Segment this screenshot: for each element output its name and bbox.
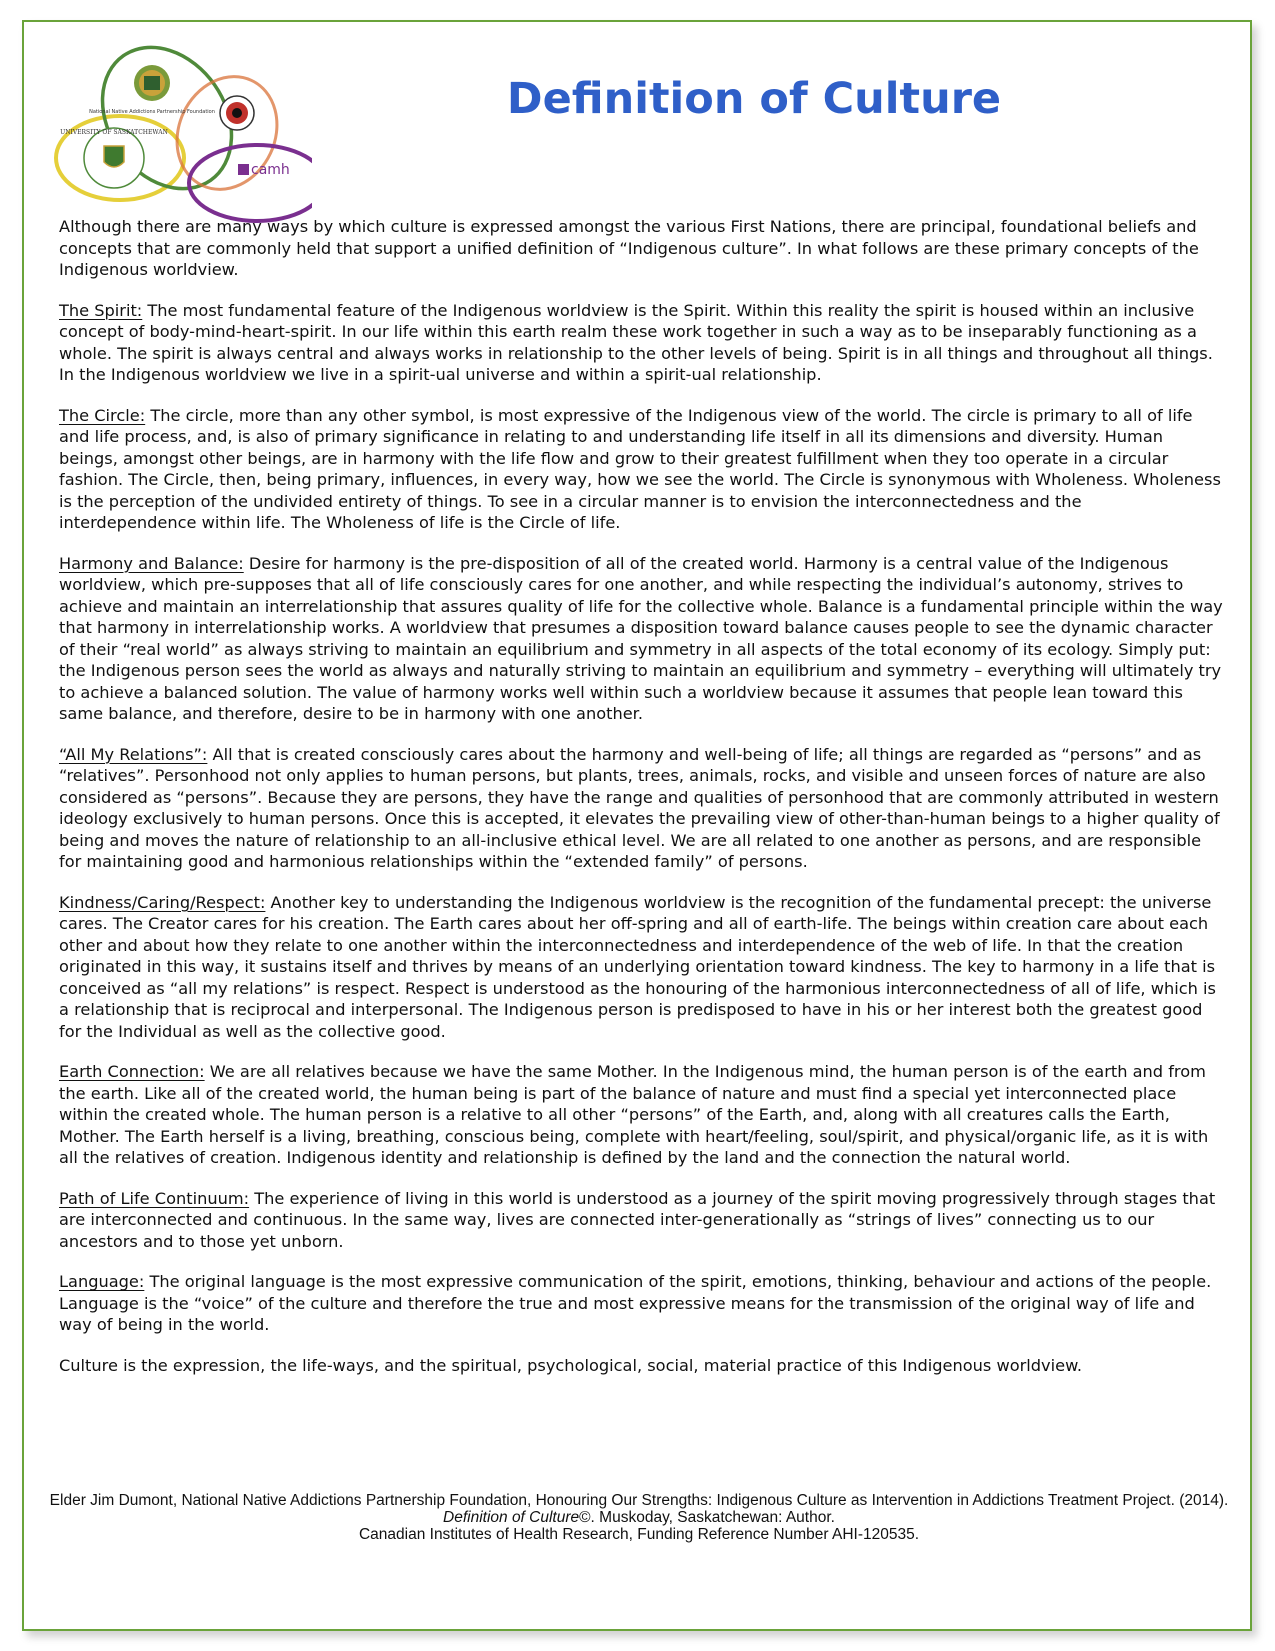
section-circle (59, 405, 1224, 534)
section-text: We are all relatives because we have the same Mother. In the Indigenous mind, the human person is of the earth and from the earth. Like all of the created world, the human being is part of the balance of nature and must find a special yet interconnected place within the created whole. The human person is a relative to all other “persons” of the Earth, and, along with all creatures calls the Earth, Mother. The Earth herself is a living, breathing, conscious being, complete with heart/feeling, soul/spirit, and physical/organic life, as it is with all the relatives of creation. Indigenous identity and relationship is defined by the land and the connection the natural world. (59, 1062, 1209, 1167)
section-term: Harmony and Balance: (59, 553, 244, 573)
section-kindness-caring-respect (59, 892, 1224, 1043)
camh-label: camh (251, 162, 290, 178)
section-text: Another key to understanding the Indigenous worldview is the recognition of the fundamental precept: the universe cares. The Creator cares for his creation. The Earth cares about her off-spring and all of earth-life. The beings within creation care about each other and about how they relate to one another within the interconnectedness and interdependence of the web of life. In that the creation originated in this way, it sustains itself and thrives by means of an underlying orientation toward kindness. The key to harmony in a life that is conceived as “all my relations” is respect. Respect is understood as the honouring of the harmonious interconnectedness of all of life, which is a relationship that is reciprocal and interpersonal. The Indigenous person is predisposed to have in his or her interest both the greatest good for the Individual as well as the collective good. (59, 892, 1216, 1041)
section-text: The original language is the most expressive communication of the spirit, emotions, thinking, behaviour and actions of the people. Language is the “voice” of the culture and therefore the true and most expressive means for the transmission of the original way of life and way of being in the world. (59, 1272, 1212, 1334)
document-body (59, 216, 1224, 1395)
section-earth-connection (59, 1061, 1224, 1169)
section-text: Desire for harmony is the pre-disposition of all of the created world. Harmony is a central value of the Indigenous worldview, which pre-supposes that all of life consciously cares for one another, and while respecting the individual’s autonomy, strives to achieve and maintain an interrelationship that assures quality of life for the collective whole. Balance is a fundamental principle within the way that harmony in interrelationship works. A worldview that presumes a disposition toward balance causes people to see the dynamic character of their “real world” as always striving to maintain an equilibrium and symmetry in all aspects of the total economy of its ecology. Simply put: the Indigenous person sees the world as always and naturally striving to maintain an equilibrium and symmetry – everything will ultimately try to achieve a balanced solution. The value of harmony works well within such a worldview because it assumes that people lean toward this same balance, and therefore, desire to be in harmony with one another. (59, 553, 1223, 723)
citation-title: Definition of Culture (443, 1509, 580, 1526)
section-term: Kindness/Caring/Respect: (59, 892, 266, 912)
section-term: Path of Life Continuum: (59, 1188, 250, 1208)
section-spirit (59, 300, 1224, 386)
section-term: Earth Connection: (59, 1062, 205, 1081)
nnapf-label: National Native Addictions Partnership Foundation (89, 109, 215, 115)
page-title: Definition of Culture (506, 74, 1002, 124)
section-language (59, 1271, 1224, 1336)
citation-line-1: Elder Jim Dumont, National Native Addictions Partnership Foundation, Honouring Our Strengths: Indigenous Culture as Intervention in Addictions Treatment Project. (2014). Definition of Culture©. Muskoday, Saskatchewan: Author. (49, 1492, 1229, 1526)
section-term: The Circle: (59, 405, 146, 425)
section-all-my-relations (59, 744, 1224, 873)
section-path-of-life (59, 1188, 1224, 1253)
section-text: The circle, more than any other symbol, is most expressive of the Indigenous view of the world. The circle is primary to all of life and life process, and, is also of primary significance in relating to and understanding life itself in all its dimensions and diversity. Human beings, amongst other beings, are in harmony with the life flow and grow to their greatest fulfillment when they too operate in a circular fashion. The Circle, then, being primary, influences, in every way, how we see the world. The Circle is synonymous with Wholeness. Wholeness is the perception of the undivided entirety of things. To see in a circular manner is to envision the interconnectedness and the interdependence within life. The Wholeness of life is the Circle of life. (59, 405, 1221, 532)
section-term: Language: (59, 1272, 145, 1291)
page-frame (22, 20, 1252, 1631)
intro-paragraph: Although there are many ways by which culture is expressed amongst the various First Nations, there are principal, foundational beliefs and concepts that are commonly held that support a unified definition of “Indigenous culture”. In what follows are these primary concepts of the Indigenous worldview. (59, 217, 1199, 279)
orange-ring (159, 60, 295, 206)
section-text: The most fundamental feature of the Indigenous worldview is the Spirit. Within this reality the spirit is housed within an inclusive concept of body-mind-heart-spirit. In our life within this earth realm these work together in such a way as to be inseparably functioning as a whole. The spirit is always central and always works in relationship to the other levels of being. Spirit is in all things and throughout all things. In the Indigenous worldview we live in a spirit-ual universe and within a spirit-ual relationship. (59, 300, 1213, 384)
partner-logos (52, 38, 312, 228)
medallion-emblem (220, 96, 254, 130)
citation-footer (24, 1492, 1254, 1543)
citation-line-2: Canadian Institutes of Health Research, Funding Reference Number AHI-120535. (358, 1526, 920, 1543)
section-term: “All My Relations”: (59, 744, 208, 764)
uofs-label: UNIVERSITY OF SASKATCHEWAN (60, 129, 168, 136)
section-harmony-balance (59, 553, 1224, 725)
section-text: The experience of living in this world is understood as a journey of the spirit moving progressively through stages that are interconnected and continuous. In the same way, lives are connected inter-generationally as “strings of lives” connecting us to our ancestors and to those yet unborn. (59, 1188, 1216, 1251)
section-text: All that is created consciously cares about the harmony and well-being of life; all things are regarded as “persons” and as “relatives”. Personhood not only applies to human persons, but plants, trees, animals, rocks, and visible and unseen forces of nature are also considered as “persons”. Because they are persons, they have the range and qualities of personhood that are commonly attributed in western ideology exclusively to human persons. Once this is accepted, it elevates the prevailing view of other-than-human beings to a higher quality of being and moves the nature of relationship to an all-inclusive ethical level. We are all related to one another as persons, and are responsible for maintaining good and harmonious relationships within the “extended family” of persons. (59, 744, 1220, 871)
section-term: The Spirit: (59, 300, 143, 320)
conclusion-paragraph: Culture is the expression, the life-ways, and the spiritual, psychological, social, material practice of this Indigenous worldview. (59, 1355, 1082, 1375)
camh-logo (238, 162, 290, 178)
